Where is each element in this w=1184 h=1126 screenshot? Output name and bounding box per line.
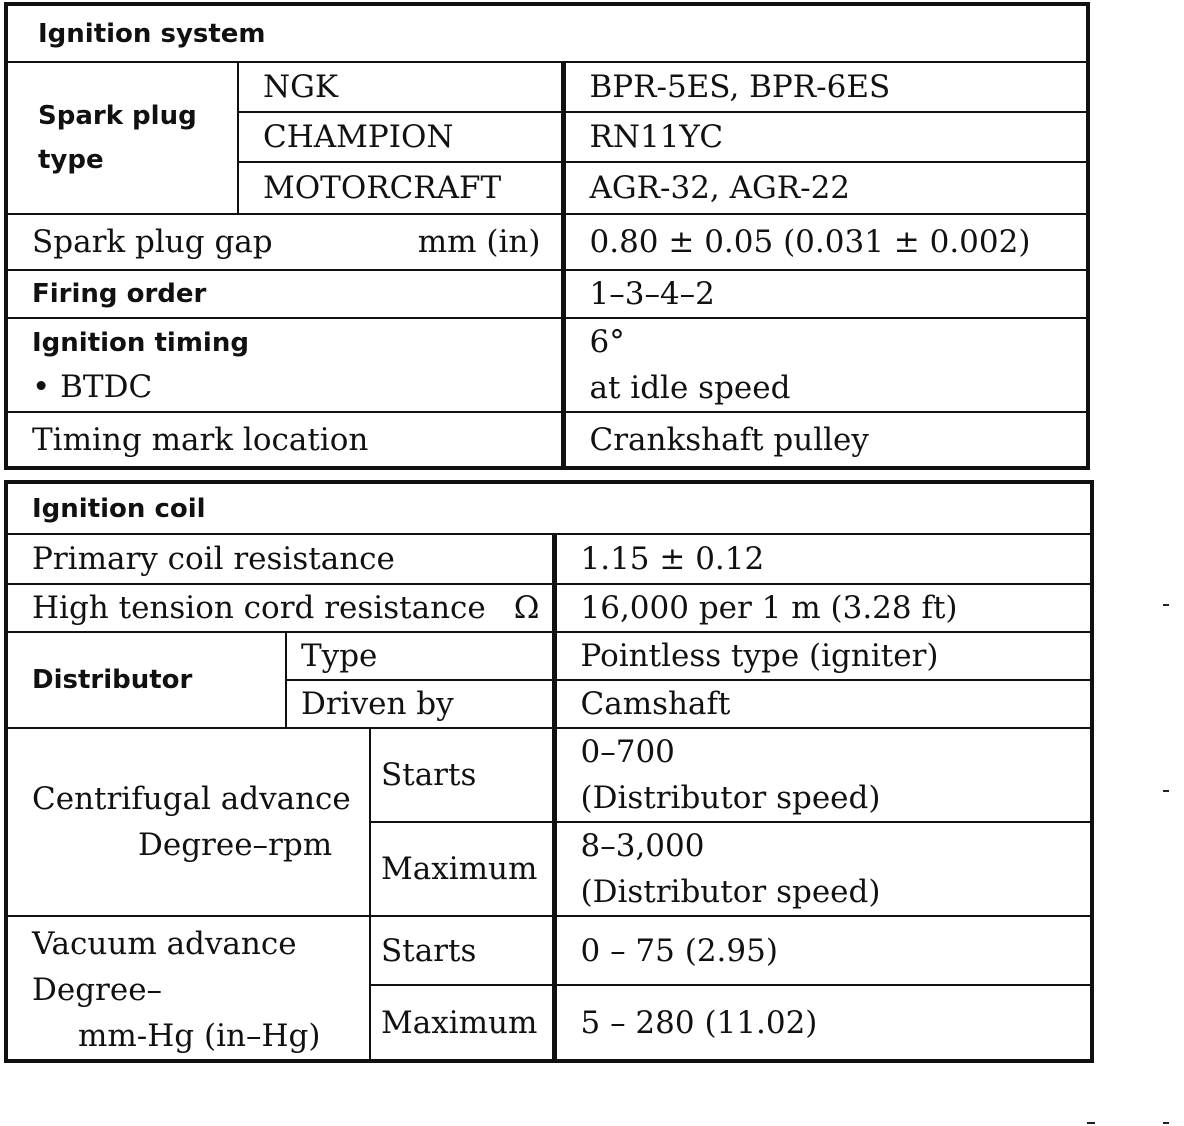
margin-tick [1163,1122,1169,1124]
firing-order-label: Firing order [6,270,563,318]
ignition-timing-value: 6° [589,324,625,360]
ignition-timing-label-cell [6,318,563,412]
timing-mark-value: Crankshaft pulley [563,412,1088,468]
distributor-driven-label: Driven by [286,680,554,728]
ignition-timing-btdc: • BTDC [32,369,153,405]
primary-coil-resistance-value: 1.15 ± 0.12 [554,534,1092,584]
centrifugal-maximum-value: 8–3,000 [580,828,705,864]
centrifugal-starts-value: 0–700 [580,734,675,770]
ignition-system-title: Ignition system [6,4,1088,62]
vacuum-advance-label: Vacuum advance [32,926,297,962]
high-tension-cord-unit: Ω [513,590,540,626]
margin-tick [1163,604,1169,606]
plug-type-champion: RN11YC [563,112,1088,162]
vacuum-advance-unit-2: mm-Hg (in–Hg) [78,1018,321,1054]
vacuum-advance-unit-1: Degree– [32,972,163,1008]
centrifugal-maximum-note: (Distributor speed) [580,874,881,910]
plug-type-ngk: BPR-5ES, BPR-6ES [563,62,1088,112]
spark-plug-type-label: Spark plug type [6,62,238,214]
high-tension-cord-label: High tension cord resistance Ω [6,584,554,632]
plug-brand-motorcraft: MOTORCRAFT [238,162,563,214]
distributor-type-value: Pointless type (igniter) [554,632,1092,680]
centrifugal-advance-unit: Degree–rpm [138,827,333,863]
spark-plug-gap-unit: mm (in) [417,224,541,260]
spark-plug-gap-value: 0.80 ± 0.05 (0.031 ± 0.002) [563,214,1088,270]
primary-coil-resistance-label: Primary coil resistance [6,534,554,584]
centrifugal-advance-label: Centrifugal advance [32,781,351,817]
plug-brand-ngk: NGK [238,62,563,112]
distributor-driven-value: Camshaft [554,680,1092,728]
high-tension-cord-value: 16,000 per 1 m (3.28 ft) [554,584,1092,632]
ignition-system-table [4,2,1090,470]
firing-order-value: 1–3–4–2 [563,270,1088,318]
margin-tick [1087,1122,1095,1124]
distributor-label: Distributor [6,632,286,728]
centrifugal-starts-note: (Distributor speed) [580,780,881,816]
margin-tick [1163,790,1169,792]
vacuum-maximum-label: Maximum [370,985,554,1061]
plug-brand-champion: CHAMPION [238,112,563,162]
centrifugal-maximum-value-cell [554,822,1092,916]
ignition-coil-table [4,480,1094,1063]
vacuum-advance-label-cell [6,916,370,1061]
distributor-type-label: Type [286,632,554,680]
timing-mark-label: Timing mark location [6,412,563,468]
centrifugal-maximum-label: Maximum [370,822,554,916]
ignition-timing-label: Ignition timing [32,328,249,358]
plug-type-motorcraft: AGR-32, AGR-22 [563,162,1088,214]
ignition-timing-value-cell [563,318,1088,412]
vacuum-maximum-value: 5 – 280 (11.02) [554,985,1092,1061]
vacuum-starts-value: 0 – 75 (2.95) [554,916,1092,985]
centrifugal-starts-value-cell [554,728,1092,822]
ignition-timing-condition: at idle speed [589,370,791,406]
spark-plug-gap-label: Spark plug gap mm (in) [6,214,563,270]
vacuum-starts-label: Starts [370,916,554,985]
centrifugal-starts-label: Starts [370,728,554,822]
centrifugal-advance-label-cell [6,728,370,916]
ignition-coil-title: Ignition coil [6,482,1092,534]
